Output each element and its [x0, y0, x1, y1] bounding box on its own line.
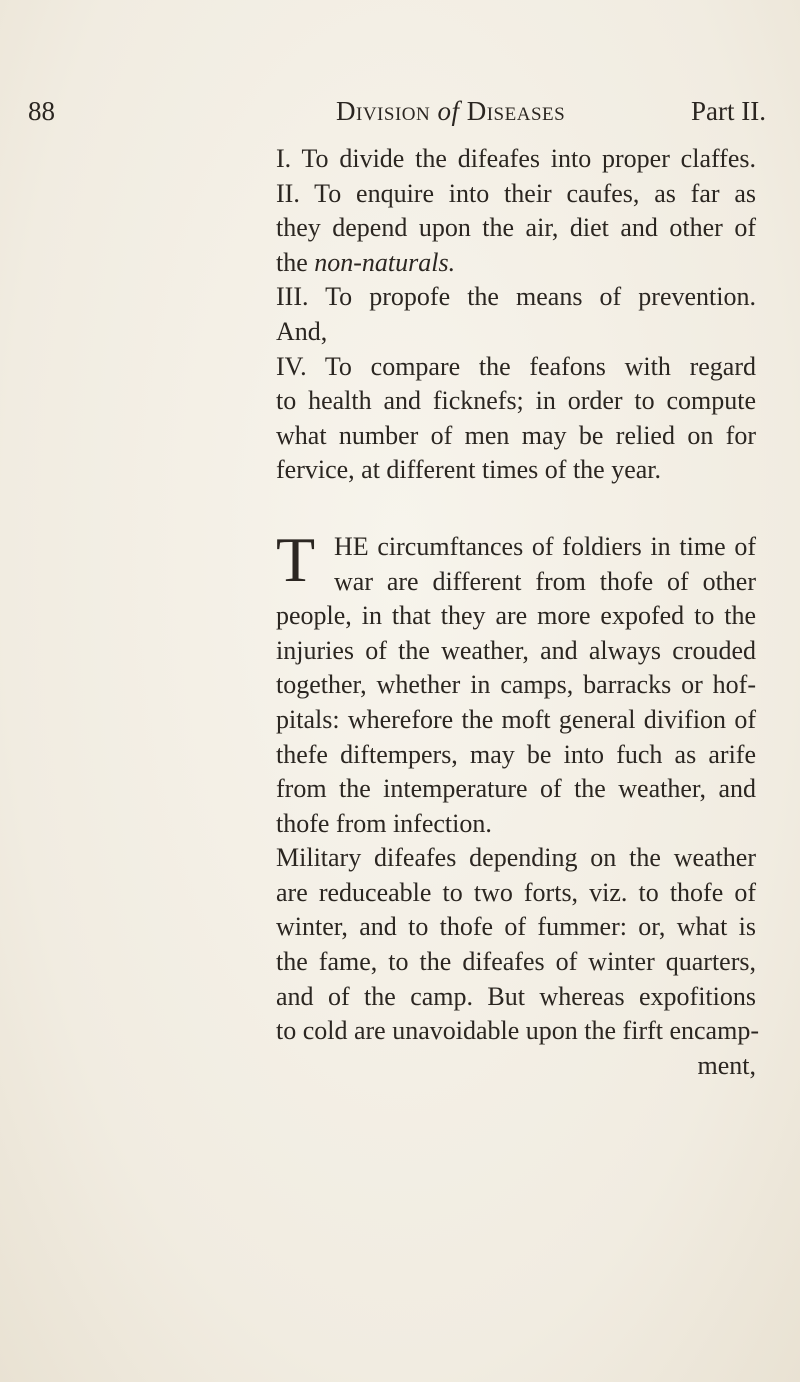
paragraph-line: pitals: wherefore the moft general divifion of [276, 704, 756, 734]
paragraph-line: thefe diftempers, may be into fuch as arife [276, 739, 756, 769]
list-line: And, [276, 316, 328, 346]
list-line: what number of men may be relied on for [276, 420, 756, 450]
title-word-diseases: Diseases [466, 96, 566, 126]
paragraph-circumstances [276, 523, 756, 841]
paragraph-line: HE circumftances of foldiers in time of [334, 531, 756, 561]
running-title [336, 96, 565, 127]
page-number: 88 [28, 96, 55, 126]
paragraph-line: and of the camp. But whereas expofitions [276, 981, 756, 1011]
part-label: Part II. [691, 96, 766, 126]
paragraph-line: are reduceable to two forts, viz. to thofe of [276, 877, 756, 907]
body-text [276, 142, 759, 1083]
list-line: the non-naturals. [276, 247, 456, 277]
list-line: to health and ficknefs; in order to compute [276, 386, 756, 416]
list-line: I. To divide the difeafes into proper claffes. [276, 144, 756, 173]
paragraph-line: from the intemperature of the weather, and [276, 774, 756, 804]
running-header [20, 96, 780, 136]
title-word-of: of [437, 96, 460, 126]
list-line: they depend upon the air, diet and other of [276, 213, 756, 243]
paragraph-line: injuries of the weather, and always crouded [276, 635, 756, 665]
paragraph-line: together, whether in camps, barracks or hof- [276, 670, 756, 700]
list-line: II. To enquire into their caufes, as far as [276, 178, 756, 208]
paragraph-military-diseases [276, 841, 759, 1083]
objectives-list [276, 142, 756, 488]
catchword: ment, [697, 1050, 756, 1080]
paragraph-line: war are different from thofe of other [334, 566, 756, 596]
paragraph-line: thofe from infection. [276, 808, 492, 838]
list-line: fervice, at different times of the year. [276, 455, 662, 485]
list-line: III. To propofe the means of prevention. [276, 282, 756, 312]
paragraph-line: people, in that they are more expofed to the [276, 601, 756, 631]
paragraph-line: the fame, to the difeafes of winter quarters, [276, 947, 756, 977]
paragraph-line: Military difeafes depending on the weather [276, 843, 756, 873]
paragraph-line: to cold are unavoidable upon the firft encamp- [276, 1016, 759, 1046]
paragraph-line: winter, and to thofe of fummer: or, what is [276, 912, 756, 942]
drop-cap: T [276, 523, 316, 595]
list-line: IV. To compare the feafons with regard [276, 351, 756, 381]
title-word-division: Division [336, 96, 431, 126]
